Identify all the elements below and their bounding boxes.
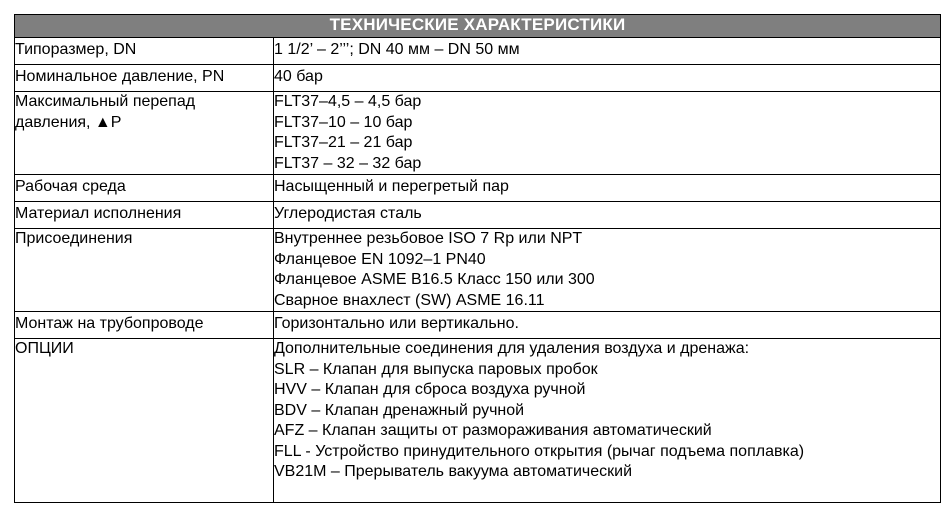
table-row-options <box>15 339 941 503</box>
value-line: Фланцевое EN 1092–1 PN40 <box>274 250 486 268</box>
row-value <box>274 65 941 92</box>
label-line: ОПЦИИ <box>15 340 74 357</box>
label-line: Типоразмер, DN <box>15 41 137 58</box>
value-line: Горизонтально или вертикально. <box>274 315 519 332</box>
row-value <box>274 312 941 339</box>
value-line: FLT37–4,5 – 4,5 бар <box>274 93 422 110</box>
row-value <box>274 175 941 202</box>
table-header-row <box>15 15 941 38</box>
value-line: VB21M – Прерыватель вакуума автоматический <box>274 463 633 480</box>
table-title: ТЕХНИЧЕСКИЕ ХАРАКТЕРИСТИКИ <box>15 15 941 38</box>
value-line: Внутреннее резьбовое ISO 7 Rp или NPT <box>274 230 583 247</box>
row-label <box>15 229 274 312</box>
row-label <box>15 92 274 175</box>
label-line: Номинальное давление, PN <box>15 68 225 85</box>
value-line: FLL - Устройство принудительного открытия (рычаг подъема поплавка) <box>274 442 805 460</box>
value-line: Дополнительные соединения для удаления воздуха и дренажа: <box>274 340 750 357</box>
table-row-material <box>15 202 941 229</box>
label-line: Монтаж на трубопроводе <box>15 315 204 332</box>
label-line: Максимальный перепад <box>15 93 196 110</box>
table-row-connections <box>15 229 941 312</box>
row-value <box>274 38 941 65</box>
value-line: 1 1/2’ – 2’’’; DN 40 мм – DN 50 мм <box>274 41 520 58</box>
specifications-table <box>14 14 941 503</box>
label-line: Рабочая среда <box>15 178 126 195</box>
table-row-medium <box>15 175 941 202</box>
table-row-max-pressure-drop <box>15 92 941 175</box>
label-line: Присоединения <box>15 230 133 247</box>
value-line: 40 бар <box>274 68 323 85</box>
row-value <box>274 92 941 175</box>
row-label <box>15 339 274 503</box>
row-value <box>274 229 941 312</box>
value-line: HVV – Клапан для сброса воздуха ручной <box>274 381 586 398</box>
value-line: Сварное внахлест (SW) ASME 16.11 <box>274 291 545 309</box>
value-line: AFZ – Клапан защиты от размораживания автоматический <box>274 422 712 439</box>
value-line: Фланцевое ASME B16.5 Класс 150 или 300 <box>274 271 595 288</box>
row-value <box>274 339 941 503</box>
row-label <box>15 38 274 65</box>
value-line: FLT37–21 – 21 бар <box>274 134 413 151</box>
value-line: FLT37 – 32 – 32 бар <box>274 154 422 172</box>
table-row-nominal-pressure <box>15 65 941 92</box>
row-value <box>274 202 941 229</box>
row-label <box>15 175 274 202</box>
label-line: Материал исполнения <box>15 205 182 222</box>
value-line: FLT37–10 – 10 бар <box>274 113 413 131</box>
table-row-size <box>15 38 941 65</box>
value-line: BDV – Клапан дренажный ручной <box>274 401 525 419</box>
row-label <box>15 65 274 92</box>
value-line: Насыщенный и перегретый пар <box>274 178 509 195</box>
row-label <box>15 312 274 339</box>
value-line: Углеродистая сталь <box>274 205 422 222</box>
value-line: SLR – Клапан для выпуска паровых пробок <box>274 360 598 378</box>
table-row-mounting <box>15 312 941 339</box>
label-line: давления, ▲P <box>15 113 122 131</box>
row-label <box>15 202 274 229</box>
